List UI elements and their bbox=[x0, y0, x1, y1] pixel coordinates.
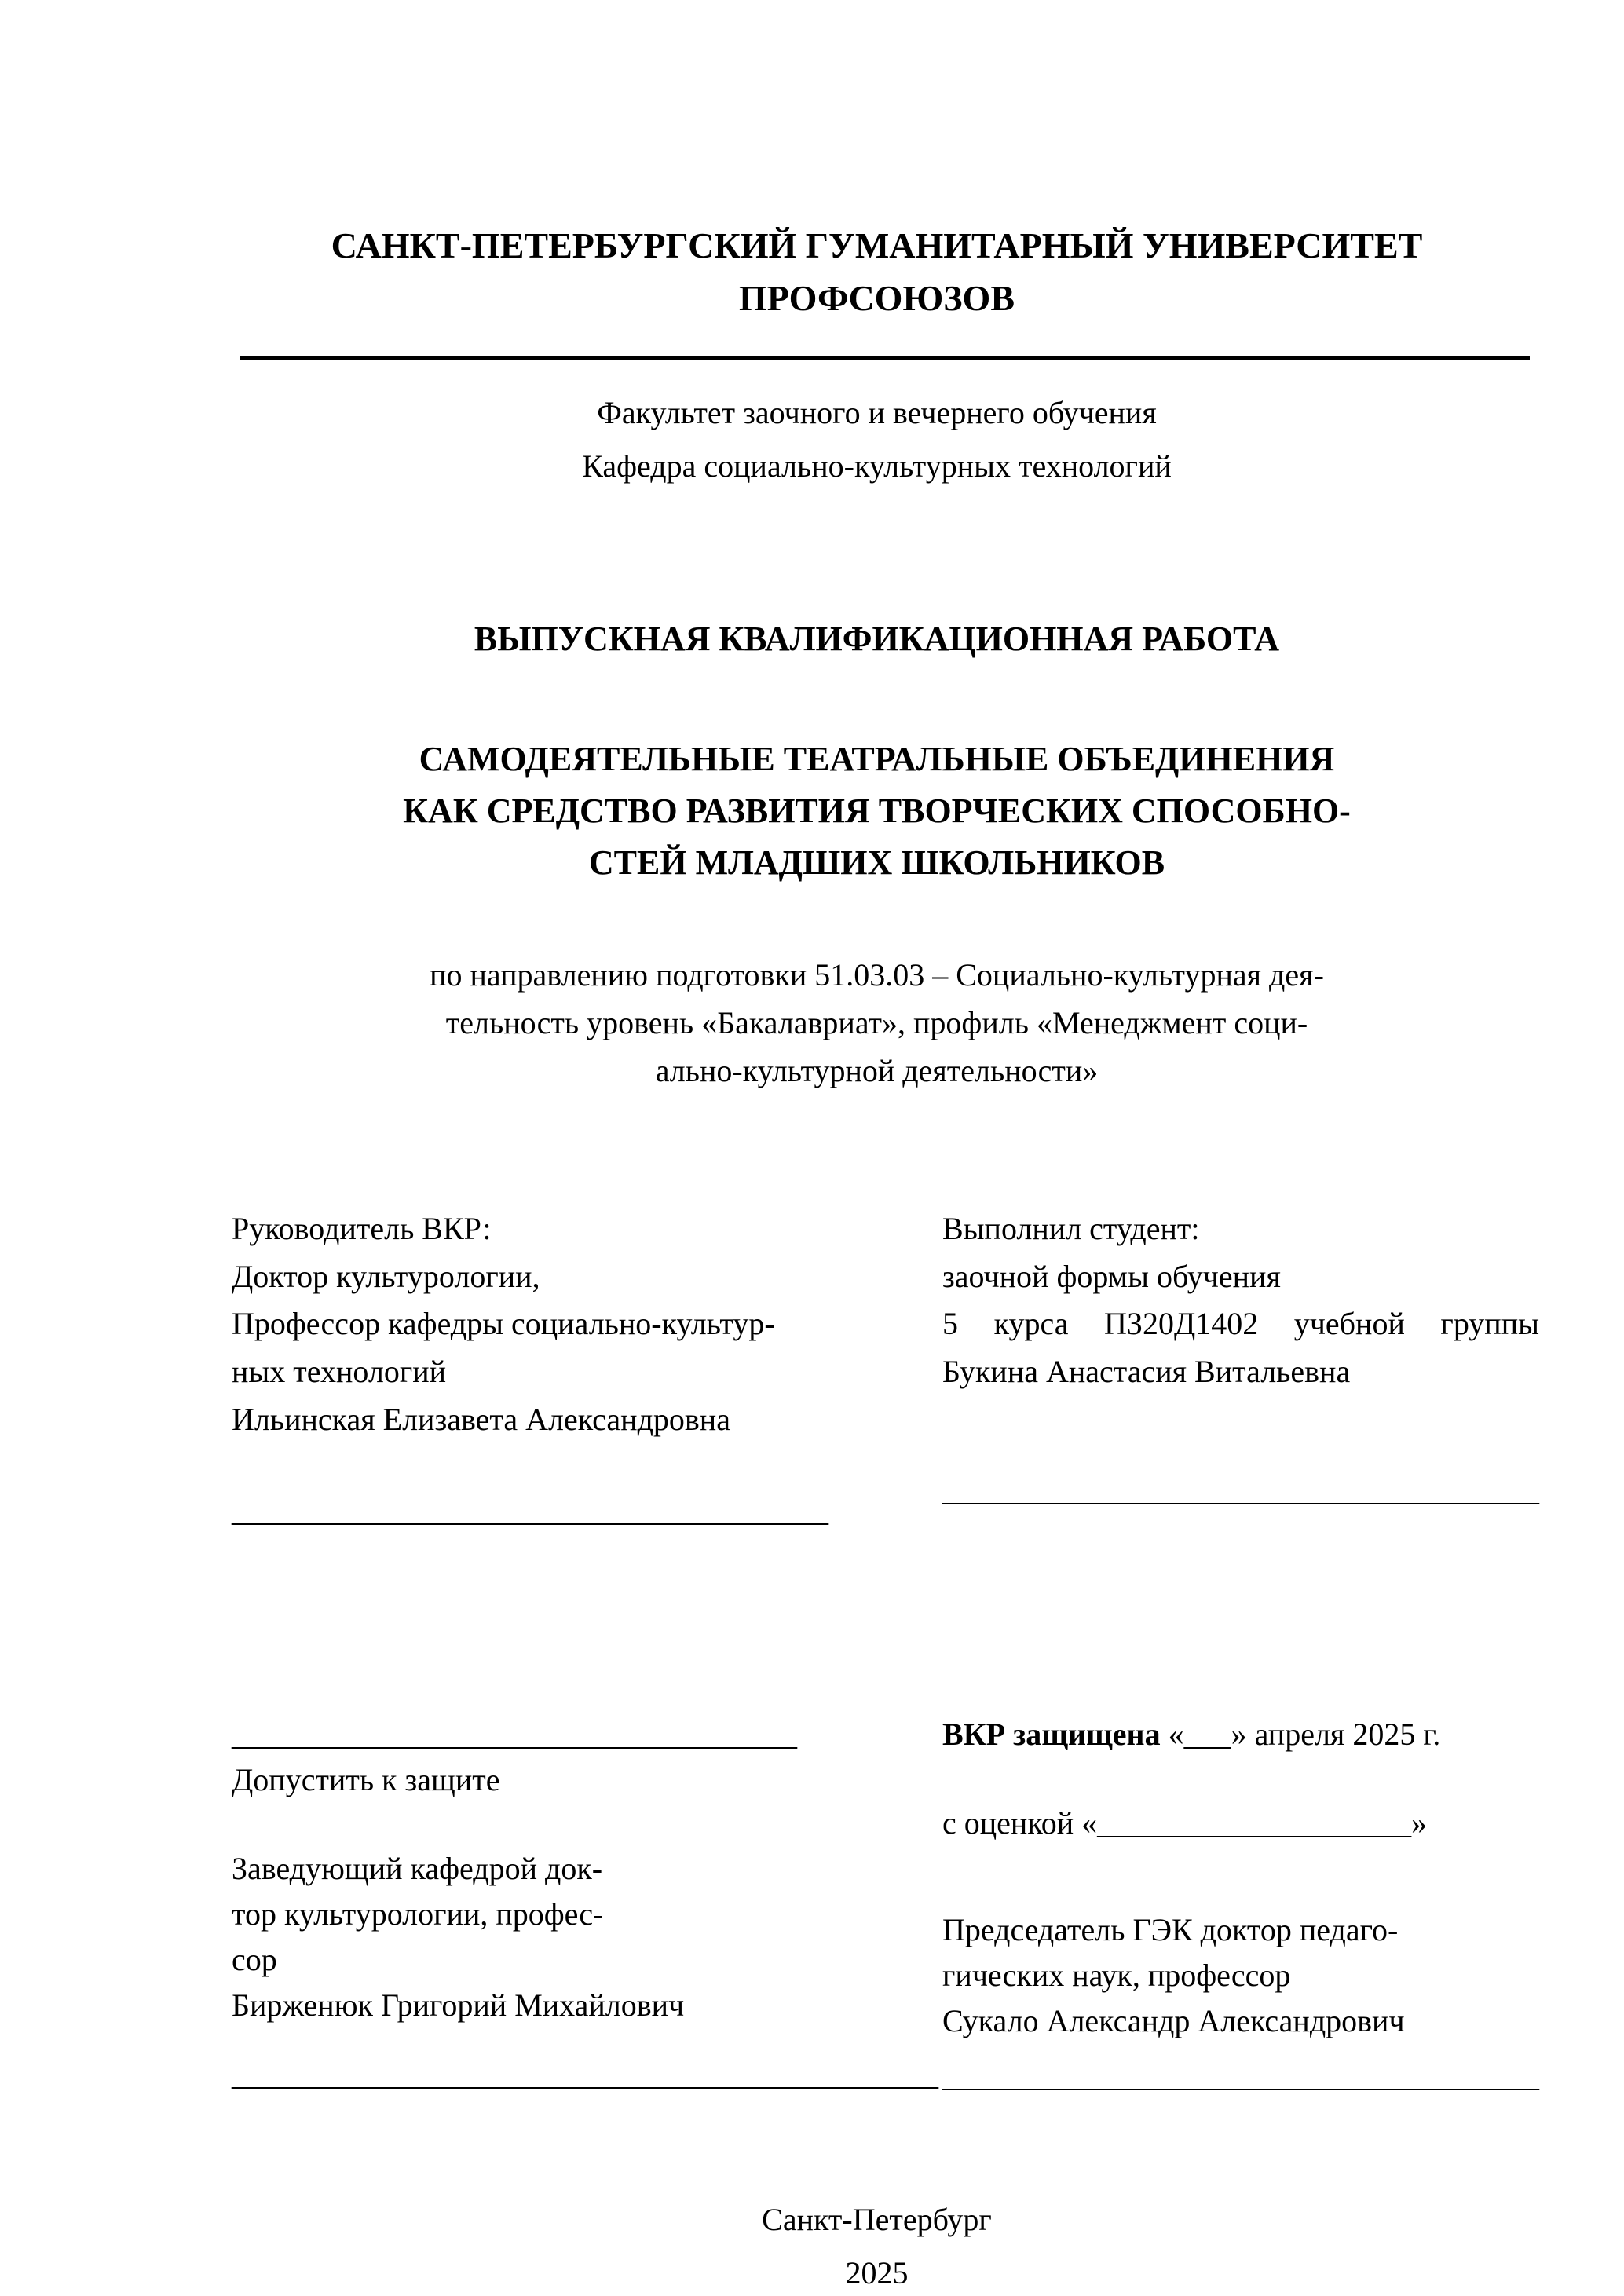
supervisor-degree: Доктор культурологии, bbox=[232, 1258, 540, 1294]
admission-signature-line-top: ____________________________________ bbox=[232, 1716, 797, 1752]
header-divider bbox=[240, 356, 1530, 360]
chairman-title-line1: Председатель ГЭК доктор педаго- bbox=[942, 1911, 1399, 1947]
people-section bbox=[232, 1205, 1539, 1535]
chairman-signature-line: ______________________________________ bbox=[942, 2057, 1539, 2093]
supervisor-signature-line: ______________________________________ bbox=[232, 1492, 828, 1528]
chairman-name: Сукало Александр Александрович bbox=[942, 2002, 1405, 2038]
student-name: Букина Анастасия Витальевна bbox=[942, 1354, 1351, 1390]
supervisor-block bbox=[232, 1205, 899, 1535]
approval-section bbox=[232, 1712, 1539, 2099]
defense-date-line bbox=[942, 1712, 1539, 1757]
work-type-heading: ВЫПУСКНАЯ КВАЛИФИКАЦИОННАЯ РАБОТА bbox=[474, 620, 1280, 659]
defense-date-blank: «___» апреля 2025 г. bbox=[1160, 1716, 1441, 1752]
thesis-title bbox=[232, 733, 1522, 889]
admission-signature-line-bottom: _____________________________________________ bbox=[232, 2056, 938, 2092]
supervisor-position-line2: ных технологий bbox=[232, 1354, 447, 1390]
grade-line: с оценкой «____________________» bbox=[942, 1804, 1428, 1841]
student-block bbox=[942, 1205, 1539, 1535]
page-footer bbox=[232, 2193, 1522, 2296]
admission-label: Допустить к защите bbox=[232, 1761, 500, 1797]
direction-line3: ально-культурной деятельности» bbox=[655, 1052, 1099, 1088]
faculty-block bbox=[232, 386, 1522, 493]
student-signature-line: ______________________________________ bbox=[942, 1472, 1539, 1508]
thesis-title-line2: КАК СРЕДСТВО РАЗВИТИЯ ТВОРЧЕСКИХ СПОСОБНО- bbox=[403, 792, 1351, 831]
university-name-line2: ПРОФСОЮЗОВ bbox=[739, 277, 1015, 318]
direction-paragraph bbox=[232, 952, 1522, 1095]
direction-line1: по направлению подготовки 51.03.03 – Социально-культурная дея- bbox=[430, 957, 1324, 993]
faculty-line: Факультет заочного и вечернего обучения bbox=[597, 395, 1157, 431]
supervisor-position-line1: Профессор кафедры социально-культур- bbox=[232, 1306, 775, 1342]
chairman-block bbox=[942, 1907, 1539, 2044]
department-head-block bbox=[232, 1846, 899, 2028]
department-head-title-line1: Заведующий кафедрой док- bbox=[232, 1850, 603, 1886]
university-header bbox=[232, 220, 1522, 324]
supervisor-label: Руководитель ВКР: bbox=[232, 1210, 492, 1246]
admission-block bbox=[232, 1712, 938, 2099]
department-head-name: Бирженюк Григорий Михайлович bbox=[232, 1987, 685, 2023]
year-line: 2025 bbox=[845, 2254, 909, 2291]
chairman-title-line2: гических наук, профессор bbox=[942, 1957, 1291, 1993]
department-head-title-line2: тор культурологии, профес- bbox=[232, 1896, 604, 1932]
direction-line2: тельность уровень «Бакалавриат», профиль «Менеджмент соци- bbox=[445, 1005, 1308, 1041]
thesis-title-line3: СТЕЙ МЛАДШИХ ШКОЛЬНИКОВ bbox=[588, 843, 1165, 883]
department-head-title-line3: сор bbox=[232, 1941, 277, 1977]
city-line: Санкт-Петербург bbox=[762, 2201, 992, 2237]
university-name-line1: САНКТ-ПЕТЕРБУРГСКИЙ ГУМАНИТАРНЫЙ УНИВЕРСИТЕТ bbox=[331, 225, 1423, 265]
supervisor-name: Ильинская Елизавета Александровна bbox=[232, 1401, 730, 1437]
thesis-title-line1: САМОДЕЯТЕЛЬНЫЕ ТЕАТРАЛЬНЫЕ ОБЪЕДИНЕНИЯ bbox=[419, 740, 1335, 779]
defense-block bbox=[942, 1712, 1539, 2099]
defense-date-label: ВКР защищена bbox=[942, 1716, 1161, 1752]
student-label: Выполнил студент: bbox=[942, 1210, 1200, 1246]
department-line: Кафедра социально-культурных технологий bbox=[582, 448, 1172, 484]
student-group-line: 5 курса ПЗ20Д1402 учебной группы bbox=[942, 1306, 1539, 1342]
student-study-form: заочной формы обучения bbox=[942, 1258, 1281, 1294]
